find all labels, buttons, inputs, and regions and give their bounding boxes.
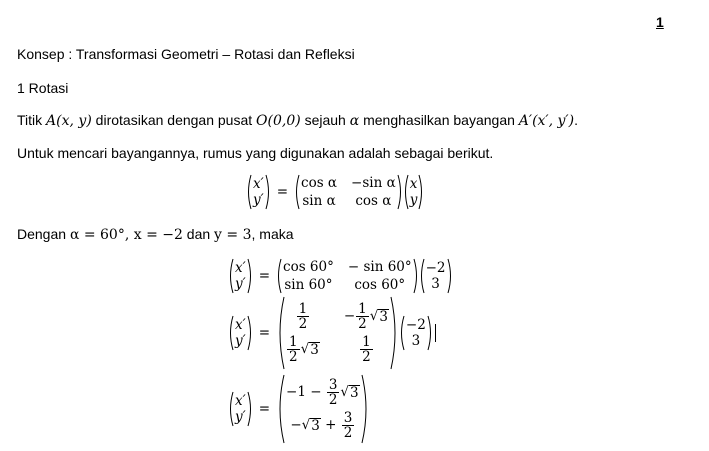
text-fragment: − (290, 417, 302, 433)
text-fragment: Dengan (17, 226, 70, 242)
equals-sign: = (258, 268, 271, 284)
math-center-o: O(0,0) (256, 113, 301, 129)
fraction (342, 411, 355, 440)
right-paren (265, 174, 271, 210)
step1-equation (228, 258, 453, 294)
matrix-cell (286, 335, 320, 364)
denominator: 2 (289, 349, 298, 365)
section-heading: 1 Rotasi (17, 80, 69, 96)
input-vector (425, 260, 447, 292)
math-alpha: α (349, 113, 360, 129)
step2-equation (228, 296, 436, 370)
lhs-vector (234, 260, 247, 292)
math-image-point: A′(x′, y′) (518, 113, 575, 129)
vector-entry: y′ (235, 409, 246, 425)
denominator: 2 (328, 392, 338, 408)
concept-heading: Konsep : Transformasi Geometri – Rotasi dan Refleksi (17, 46, 355, 62)
right-paren (247, 315, 253, 351)
math-point-a: A(x, y) (46, 113, 92, 129)
text-fragment: dan (182, 226, 215, 242)
rotation-matrix-60 (282, 259, 413, 293)
text-fragment: sejauh (300, 112, 350, 128)
numerator: 3 (343, 410, 353, 426)
equals-sign: = (276, 184, 289, 200)
right-paren (361, 374, 370, 444)
left-paren (276, 296, 285, 370)
numerator: 1 (289, 334, 298, 350)
right-paren (247, 258, 253, 294)
lhs-vector (252, 176, 265, 208)
math-conditions: α = 60°, x = −2 (69, 227, 183, 243)
minus-sign: − (343, 308, 356, 324)
vector-entry: x (409, 176, 418, 192)
radicand: 3 (379, 309, 388, 325)
right-paren (390, 296, 399, 370)
matrix-cell (344, 302, 389, 331)
vector-entry: 3 (411, 333, 421, 349)
numerator: 1 (298, 301, 308, 317)
result-row-2 (286, 411, 360, 440)
matrix-cell: cos α (355, 193, 392, 209)
vector-entry: x′ (235, 317, 246, 333)
fraction (360, 335, 373, 364)
rotation-formula (246, 174, 424, 210)
vector-entry: x′ (235, 260, 246, 276)
matrix-cell: cos α (301, 175, 338, 191)
rotation-matrix-values (285, 302, 390, 364)
vector-entry: x′ (235, 393, 246, 409)
formula-intro: Untuk mencari bayangannya, rumus yang digunakan adalah sebagai berikut. (17, 145, 494, 161)
text-cursor (435, 324, 436, 342)
right-paren (247, 391, 253, 427)
radicand: 3 (311, 418, 320, 434)
text-fragment: + (320, 417, 337, 433)
numerator: 1 (362, 334, 371, 350)
rotation-description (17, 112, 578, 129)
vector-entry: y (409, 192, 418, 208)
left-paren (276, 374, 285, 444)
square-root: √ 3 (300, 341, 319, 358)
square-root: √ 3 (340, 384, 359, 401)
text-fragment: menghasilkan bayangan (359, 112, 519, 128)
text-fragment: . (574, 112, 578, 128)
vector-entry: y′ (253, 192, 264, 208)
matrix-cell: sin α (302, 193, 336, 209)
square-root: √ 3 (301, 417, 320, 434)
equals-sign: = (258, 401, 271, 417)
right-paren (447, 258, 453, 294)
result-vector (285, 378, 361, 440)
denominator: 2 (343, 425, 353, 441)
vector-entry: 3 (431, 276, 440, 292)
equals-sign: = (258, 325, 271, 341)
matrix-cell: −sin α (351, 175, 396, 191)
input-vector (405, 317, 427, 349)
right-paren (427, 315, 433, 351)
step3-equation (228, 374, 370, 444)
matrix-cell (286, 302, 320, 331)
numerator: 1 (358, 301, 367, 317)
denominator: 2 (362, 349, 371, 365)
math-conditions: y = 3 (214, 227, 252, 243)
fraction (287, 335, 300, 364)
denominator: 2 (358, 316, 367, 332)
vector-entry: y′ (235, 333, 246, 349)
fraction (356, 302, 369, 331)
numerator: 3 (328, 377, 338, 393)
page-number: 1 (656, 14, 664, 30)
text-fragment: −1 − (286, 384, 322, 400)
text-fragment: , maka (251, 226, 294, 242)
text-fragment: Titik (17, 112, 47, 128)
denominator: 2 (298, 316, 308, 332)
matrix-cell (344, 335, 389, 364)
matrix-cell: − sin 60° (347, 259, 412, 275)
radicand: 3 (310, 342, 319, 358)
result-row-1 (286, 378, 360, 407)
fraction (297, 302, 310, 331)
matrix-cell: cos 60° (354, 277, 406, 293)
lhs-vector (234, 317, 247, 349)
fraction (327, 378, 340, 407)
matrix-cell: cos 60° (283, 259, 334, 275)
matrix-cell: sin 60° (284, 277, 333, 293)
vector-entry: −2 (405, 317, 426, 333)
xy-vector (409, 176, 419, 208)
vector-entry: y′ (235, 276, 246, 292)
rotation-matrix (300, 175, 397, 209)
lhs-vector (234, 393, 247, 425)
right-paren (418, 174, 424, 210)
given-values (17, 226, 294, 243)
text-fragment: dirotasikan dengan pusat (91, 112, 257, 128)
vector-entry: −2 (425, 260, 446, 276)
vector-entry: x′ (253, 176, 264, 192)
square-root: √ 3 (369, 308, 388, 325)
radicand: 3 (350, 385, 359, 401)
